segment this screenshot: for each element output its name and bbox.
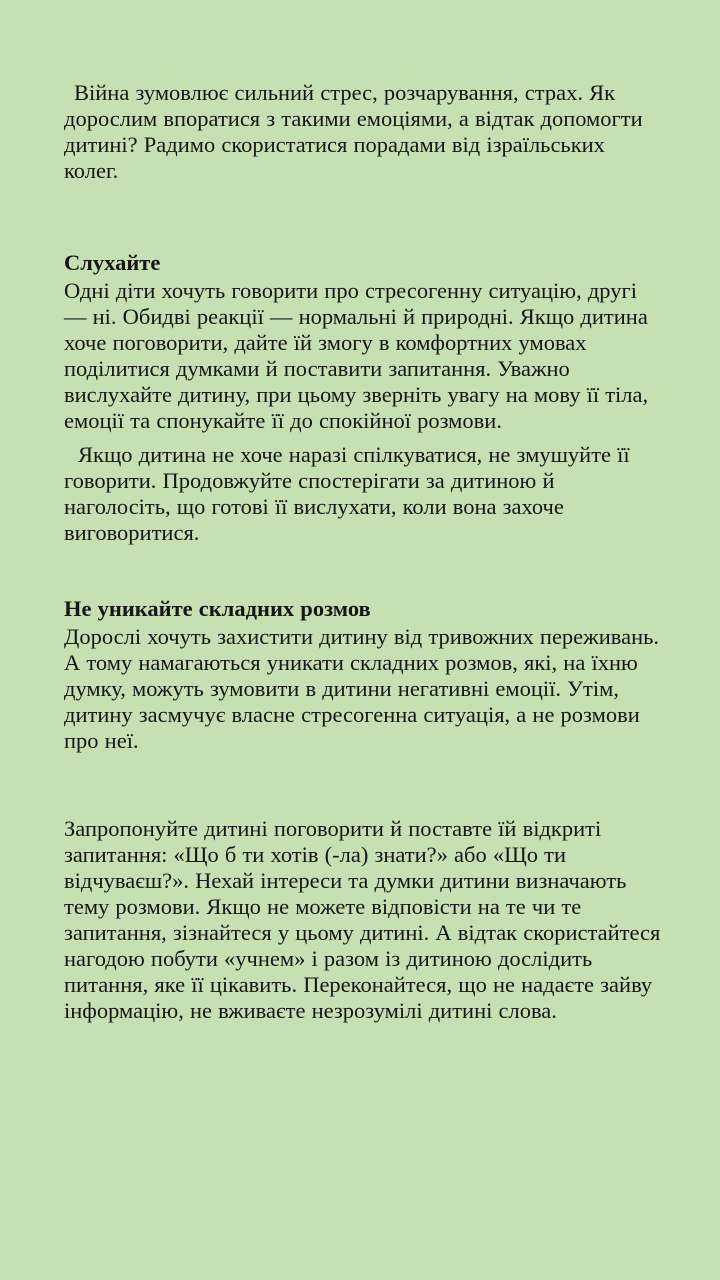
listen-paragraph: Одні діти хочуть говорити про стресогенну ситуацію, другі — ні. Обидві реакції — нормальні й природні. Якщо дитина хоче поговорити, дайте їй змогу в комфортних умовах поділитися думками й поставити запитання. Уважно вислухайте дитину, при цьому зверніть увагу на мову її тіла, емоції та спонукайте її до спокійної розмови. [64,278,649,433]
listen-paragraph-2: Якщо дитина не хоче наразі спілкуватися, не змушуйте її говорити. Продовжуйте спостерігати за дитиною й наголосіть, що готові її вислухати, коли вона захоче виговоритися. [64,442,630,545]
suggest-talk-paragraph: Запропонуйте дитині поговорити й поставте їй відкриті запитання: «Що б ти хотів (-ла) знати?» або «Що ти відчуваєш?». Нехай інтереси та думки дитини визначають тему розмови. Якщо не можете відповісти на те чи те запитання, зізнайтеся у цьому дитині. А відтак скористайтеся нагодою побути «учнем» і разом із дитиною дослідить питання, яке її цікавить. Переконайтеся, що не надаєте зайву інформацію, не вживаєте незрозумілі дитині слова. [64,816,661,1023]
difficult-talks-paragraph: Дорослі хочуть захистити дитину від тривожних переживань. А тому намагаються уникати складних розмов, які, на їхню думку, можуть зумовити в дитини негативні емоції. Утім, дитину засмучує власне стресогенна ситуація, а не розмови про неї. [64,624,659,753]
difficult-talks-section-heading: Не уникайте складних розмов [64,596,371,621]
listen-section-heading: Слухайте [64,250,161,275]
intro-paragraph: Війна зумовлює сильний стрес, розчарування, страх. Як дорослим впоратися з такими емоціями, а відтак допомогти дитині? Радимо скористатися порадами від ізраїльських колег. [64,80,643,183]
